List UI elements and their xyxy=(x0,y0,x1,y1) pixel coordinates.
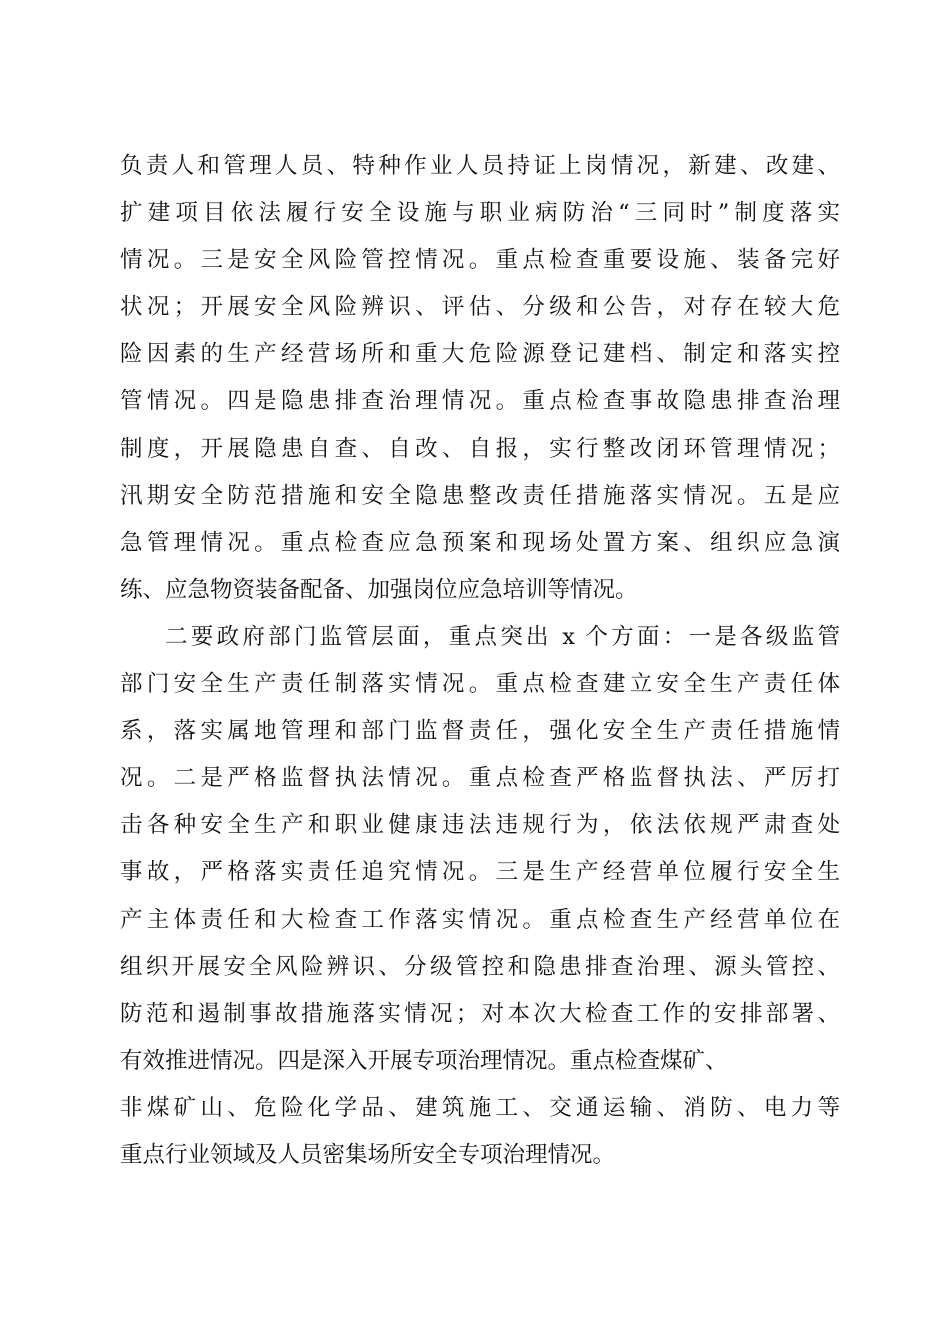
text-line: 防范和遏制事故措施落实情况；对本次大检查工作的安排部署、 xyxy=(120,1000,840,1027)
text-line: 有效推进情况。四是深入开展专项治理情况。重点检查煤矿、 xyxy=(120,1047,728,1074)
text-line: 制度，开展隐患自查、自改、自报，实行整改闭环管理情况； xyxy=(120,435,840,462)
text-line: 击各种安全生产和职业健康违法违规行为，依法依规严肃查处 xyxy=(120,812,840,839)
text-line: 组织开展安全风险辨识、分级管控和隐患排查治理、源头管控、 xyxy=(120,953,840,980)
text-line: 情况。三是安全风险管控情况。重点检查重要设施、装备完好 xyxy=(120,247,840,274)
text-line-paragraph-end: 重点行业领域及人员密集场所安全专项治理情况。 xyxy=(120,1141,616,1168)
text-line: 非煤矿山、危险化学品、建筑施工、交通运输、消防、电力等 xyxy=(120,1094,840,1121)
text-line: 况。二是严格监督执法情况。重点检查严格监督执法、严厉打 xyxy=(120,765,840,792)
text-line: 系，落实属地管理和部门监督责任，强化安全生产责任措施情 xyxy=(120,718,840,745)
text-line-paragraph-end: 练、应急物资装备配备、加强岗位应急培训等情况。 xyxy=(120,576,638,603)
text-line: 扩建项目依法履行安全设施与职业病防治“三同时”制度落实 xyxy=(120,200,840,227)
text-line: 状况；开展安全风险辨识、评估、分级和公告，对存在较大危 xyxy=(120,294,840,321)
text-line: 汛期安全防范措施和安全隐患整改责任措施落实情况。五是应 xyxy=(120,482,840,509)
text-line: 产主体责任和大检查工作落实情况。重点检查生产经营单位在 xyxy=(120,906,840,933)
text-line: 管情况。四是隐患排查治理情况。重点检查事故隐患排查治理 xyxy=(120,388,840,415)
body-text xyxy=(120,143,840,1179)
text-line: 事故，严格落实责任追究情况。三是生产经营单位履行安全生 xyxy=(120,859,840,886)
text-line: 急管理情况。重点检查应急预案和现场处置方案、组织应急演 xyxy=(120,529,840,556)
text-line-paragraph-start: 二要政府部门监管层面，重点突出 x 个方面：一是各级监管 xyxy=(165,623,840,650)
text-line: 险因素的生产经营场所和重大危险源登记建档、制定和落实控 xyxy=(120,341,840,368)
text-line: 部门安全生产责任制落实情况。重点检查建立安全生产责任体 xyxy=(120,671,840,698)
text-line: 负责人和管理人员、特种作业人员持证上岗情况，新建、改建、 xyxy=(120,153,840,179)
